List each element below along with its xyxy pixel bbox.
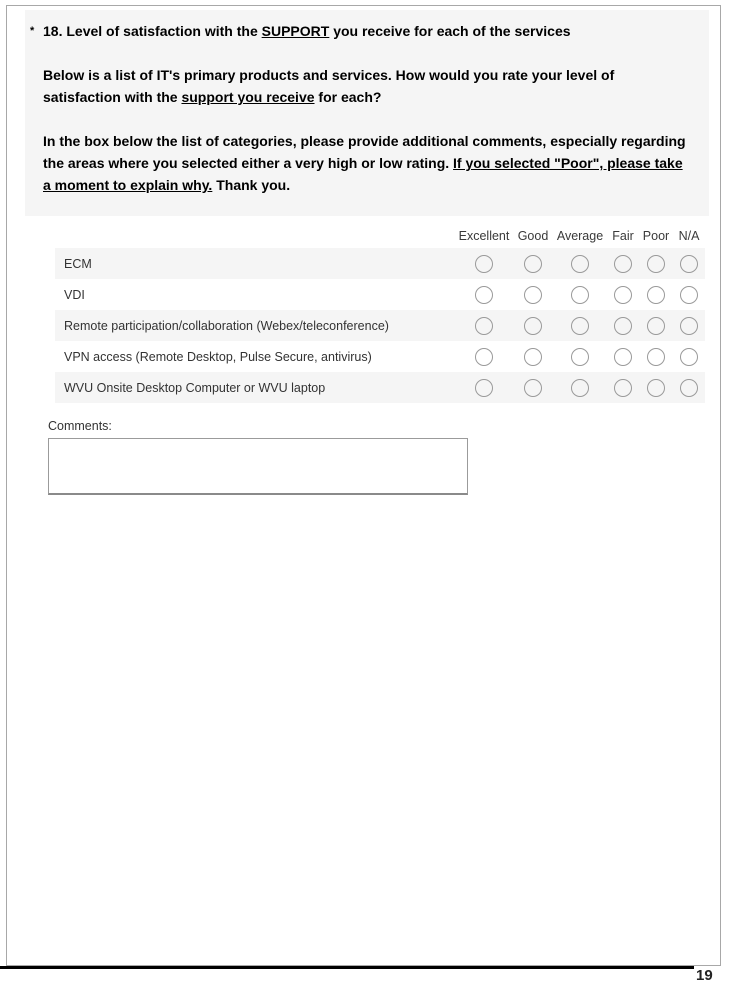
radio-poor[interactable] [647, 317, 665, 335]
radio-cell [673, 379, 705, 397]
radio-poor[interactable] [647, 255, 665, 273]
matrix-row-wvu-onsite-desktop-computer-or [55, 372, 705, 403]
radio-average[interactable] [571, 348, 589, 366]
radio-excellent[interactable] [475, 348, 493, 366]
radio-fair[interactable] [614, 286, 632, 304]
page-number: 19 [696, 967, 713, 984]
radio-excellent[interactable] [475, 286, 493, 304]
row-radio-group [455, 317, 705, 335]
radio-cell [673, 255, 705, 273]
radio-cell [553, 255, 607, 273]
radio-fair[interactable] [614, 255, 632, 273]
radio-poor[interactable] [647, 348, 665, 366]
radio-cell [553, 348, 607, 366]
row-label: WVU Onsite Desktop Computer or WVU laptop [64, 380, 326, 395]
matrix-column-headers [455, 226, 705, 246]
row-radio-group [455, 379, 705, 397]
radio-cell [455, 348, 513, 366]
radio-cell [607, 379, 639, 397]
radio-cell [455, 379, 513, 397]
radio-cell [513, 255, 553, 273]
column-header-fair: Fair [612, 229, 634, 243]
question-title: * 18. Level of satisfaction with the SUPPORT you receive for each of the services [43, 20, 691, 42]
radio-cell [553, 286, 607, 304]
column-header-poor: Poor [642, 229, 670, 243]
matrix-rows [55, 248, 705, 403]
radio-n-a[interactable] [680, 286, 698, 304]
row-label: VPN access (Remote Desktop, Pulse Secure, antivirus) [64, 349, 372, 364]
radio-cell [553, 379, 607, 397]
radio-excellent[interactable] [475, 317, 493, 335]
radio-good[interactable] [524, 255, 542, 273]
radio-good[interactable] [524, 348, 542, 366]
radio-cell [607, 255, 639, 273]
question-description-1: Below is a list of IT's primary products and services. How would you rate your level of satisfaction with the support you receive for each? [43, 67, 615, 105]
radio-cell [639, 379, 673, 397]
radio-cell [639, 286, 673, 304]
radio-fair[interactable] [614, 317, 632, 335]
column-header-n-a: N/A [678, 229, 700, 243]
radio-good[interactable] [524, 286, 542, 304]
radio-cell [673, 286, 705, 304]
row-radio-group [455, 286, 705, 304]
question-block [25, 10, 709, 216]
row-label: ECM [64, 256, 92, 271]
radio-good[interactable] [524, 317, 542, 335]
radio-cell [513, 286, 553, 304]
radio-average[interactable] [571, 379, 589, 397]
comments-input[interactable] [48, 438, 468, 495]
radio-average[interactable] [571, 286, 589, 304]
radio-cell [455, 255, 513, 273]
radio-poor[interactable] [647, 379, 665, 397]
required-asterisk: * [30, 25, 35, 37]
radio-n-a[interactable] [680, 379, 698, 397]
radio-cell [607, 286, 639, 304]
radio-n-a[interactable] [680, 317, 698, 335]
radio-cell [607, 348, 639, 366]
matrix-row-vdi [55, 279, 705, 310]
radio-cell [607, 317, 639, 335]
comments-label: Comments: [48, 419, 112, 433]
column-header-excellent: Excellent [458, 229, 510, 243]
radio-cell [513, 317, 553, 335]
comments-section [48, 419, 720, 495]
radio-cell [553, 317, 607, 335]
radio-cell [639, 255, 673, 273]
radio-fair[interactable] [614, 348, 632, 366]
matrix-row-ecm [55, 248, 705, 279]
question-number: 18. [43, 23, 63, 39]
rating-matrix [55, 226, 705, 403]
radio-cell [513, 348, 553, 366]
column-header-average: Average [556, 229, 604, 243]
column-header-good: Good [517, 229, 549, 243]
row-radio-group [455, 348, 705, 366]
radio-n-a[interactable] [680, 255, 698, 273]
radio-average[interactable] [571, 317, 589, 335]
radio-average[interactable] [571, 255, 589, 273]
title-underlined-text: SUPPORT [261, 23, 330, 39]
matrix-row-remote-participation-collabora [55, 310, 705, 341]
radio-cell [639, 348, 673, 366]
radio-cell [639, 317, 673, 335]
radio-excellent[interactable] [475, 379, 493, 397]
radio-cell [513, 379, 553, 397]
radio-cell [673, 348, 705, 366]
radio-cell [455, 317, 513, 335]
matrix-row-vpn-access-remote-desktop-puls [55, 341, 705, 372]
page-separator-line [0, 966, 694, 969]
radio-cell [455, 286, 513, 304]
row-label: VDI [64, 287, 85, 302]
radio-poor[interactable] [647, 286, 665, 304]
radio-fair[interactable] [614, 379, 632, 397]
row-radio-group [455, 255, 705, 273]
radio-excellent[interactable] [475, 255, 493, 273]
question-description-2: In the box below the list of categories, please provide additional comments, especially regarding the areas where you selected either a very high or low rating. If you selected "Poor", please take a moment to explain why. Thank you. [43, 133, 686, 193]
radio-n-a[interactable] [680, 348, 698, 366]
radio-good[interactable] [524, 379, 542, 397]
radio-cell [673, 317, 705, 335]
survey-page [6, 5, 721, 966]
row-label: Remote participation/collaboration (Webex/teleconference) [64, 318, 389, 333]
